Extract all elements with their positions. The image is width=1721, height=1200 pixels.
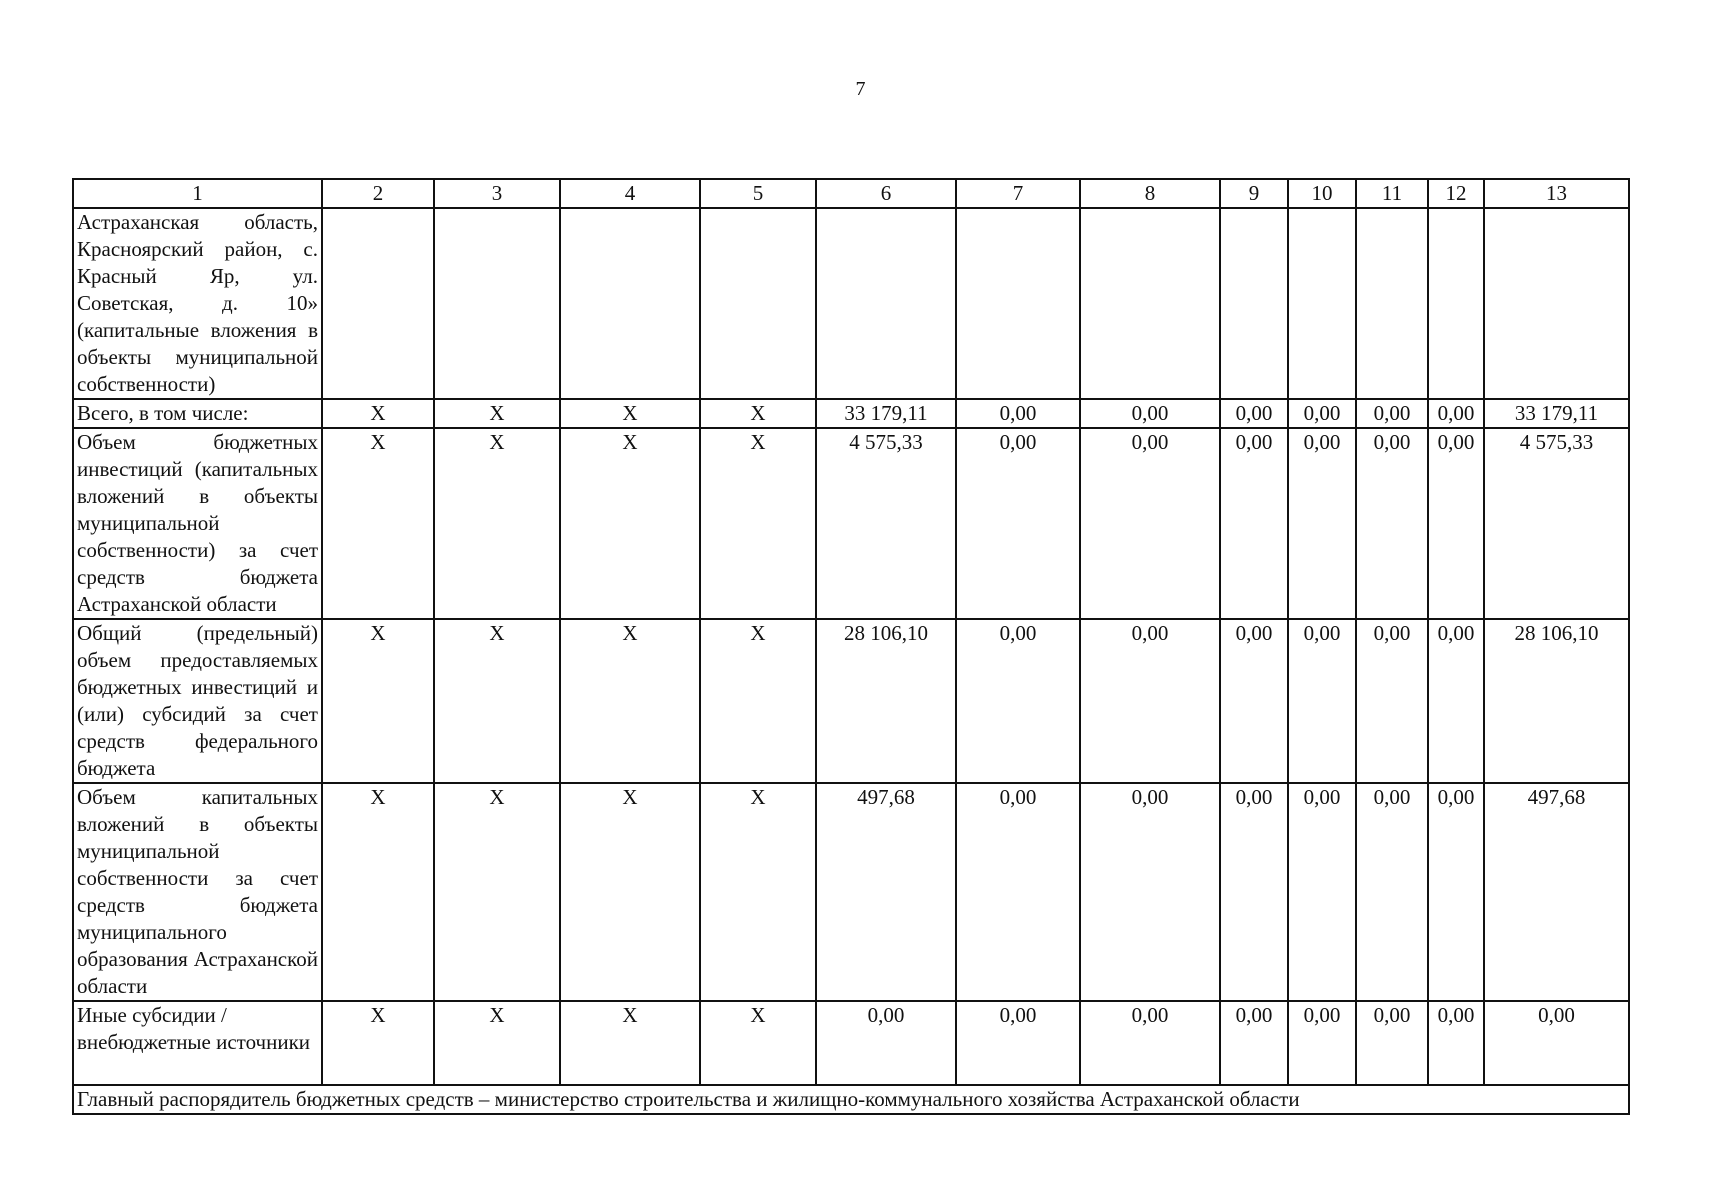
budget-table [72,178,1630,1115]
cell: X [322,619,434,783]
cell: 0,00 [1356,428,1428,619]
cell: 28 106,10 [1484,619,1629,783]
cell: 0,00 [1356,619,1428,783]
column-header: 4 [560,179,700,208]
row-label: Объем капитальных вложений в объекты муниципальной собственности за счет средств бюджета муниципального образования Астраханской области [73,783,322,1001]
column-header: 11 [1356,179,1428,208]
column-header: 12 [1428,179,1484,208]
column-header: 2 [322,179,434,208]
cell: X [322,428,434,619]
cell: X [700,428,816,619]
cell: X [700,399,816,428]
cell: X [434,1001,560,1085]
cell: 0,00 [1288,428,1356,619]
cell: 0,00 [1080,428,1220,619]
cell: 4 575,33 [816,428,956,619]
column-header: 6 [816,179,956,208]
cell: 0,00 [956,783,1080,1001]
column-header: 13 [1484,179,1629,208]
cell: 0,00 [1428,783,1484,1001]
cell: X [322,783,434,1001]
cell: 497,68 [816,783,956,1001]
cell: X [700,1001,816,1085]
column-header: 10 [1288,179,1356,208]
cell: 0,00 [1288,1001,1356,1085]
table-row [73,619,1629,783]
cell: 0,00 [1428,1001,1484,1085]
cell: 0,00 [1356,399,1428,428]
cell: 0,00 [1356,1001,1428,1085]
column-header: 8 [1080,179,1220,208]
table-row [73,399,1629,428]
cell: X [560,399,700,428]
cell: 33 179,11 [1484,399,1629,428]
cell: 0,00 [956,428,1080,619]
table-row [73,783,1629,1001]
cell: 0,00 [1288,619,1356,783]
cell: 0,00 [816,1001,956,1085]
cell: 0,00 [1220,399,1288,428]
cell: X [434,783,560,1001]
cell: 0,00 [1080,1001,1220,1085]
cell: 0,00 [1220,619,1288,783]
cell: 0,00 [1428,399,1484,428]
row-label: Объем бюджетных инвестиций (капитальных вложений в объекты муниципальной собственности) за счет средств бюджета Астраханской области [73,428,322,619]
cell: 4 575,33 [1484,428,1629,619]
row-label: Иные субсидии / внебюджетные источники [73,1001,322,1085]
cell: 497,68 [1484,783,1629,1001]
cell: 0,00 [1356,783,1428,1001]
column-number-row [73,179,1629,208]
cell: 0,00 [1080,619,1220,783]
object-description-row [73,208,1629,399]
cell: X [434,619,560,783]
cell: X [322,1001,434,1085]
column-header: 9 [1220,179,1288,208]
page-number: 7 [855,78,866,100]
cell: 0,00 [956,619,1080,783]
cell: 0,00 [1220,428,1288,619]
cell: X [322,399,434,428]
cell: 0,00 [1428,619,1484,783]
row-label: Общий (предельный) объем предоставляемых бюджетных инвестиций и (или) субсидий за счет средств федерального бюджета [73,619,322,783]
cell: X [434,428,560,619]
cell: X [700,783,816,1001]
cell: 0,00 [1080,399,1220,428]
cell: 0,00 [956,1001,1080,1085]
cell: 0,00 [1484,1001,1629,1085]
cell: 0,00 [1288,399,1356,428]
table-row [73,1001,1629,1085]
column-header: 1 [73,179,322,208]
table-row [73,428,1629,619]
chief-administrator-note: Главный распорядитель бюджетных средств – министерство строительства и жилищно-коммунального хозяйства Астраханской области [73,1085,1629,1114]
cell: 33 179,11 [816,399,956,428]
row-label: Всего, в том числе: [73,399,322,428]
cell: X [434,399,560,428]
column-header: 7 [956,179,1080,208]
cell: 0,00 [1288,783,1356,1001]
cell: 0,00 [1080,783,1220,1001]
cell: 28 106,10 [816,619,956,783]
cell: X [700,619,816,783]
footer-row [73,1085,1629,1114]
cell: 0,00 [956,399,1080,428]
cell: 0,00 [1220,783,1288,1001]
cell: X [560,428,700,619]
cell: 0,00 [1428,428,1484,619]
cell: 0,00 [1220,1001,1288,1085]
cell: X [560,619,700,783]
object-description: Астраханская область, Красноярский район, с. Красный Яр, ул. Советская, д. 10» (капитальные вложения в объекты муниципальной собственности) [73,208,322,399]
column-header: 3 [434,179,560,208]
cell: X [560,1001,700,1085]
column-header: 5 [700,179,816,208]
cell: X [560,783,700,1001]
